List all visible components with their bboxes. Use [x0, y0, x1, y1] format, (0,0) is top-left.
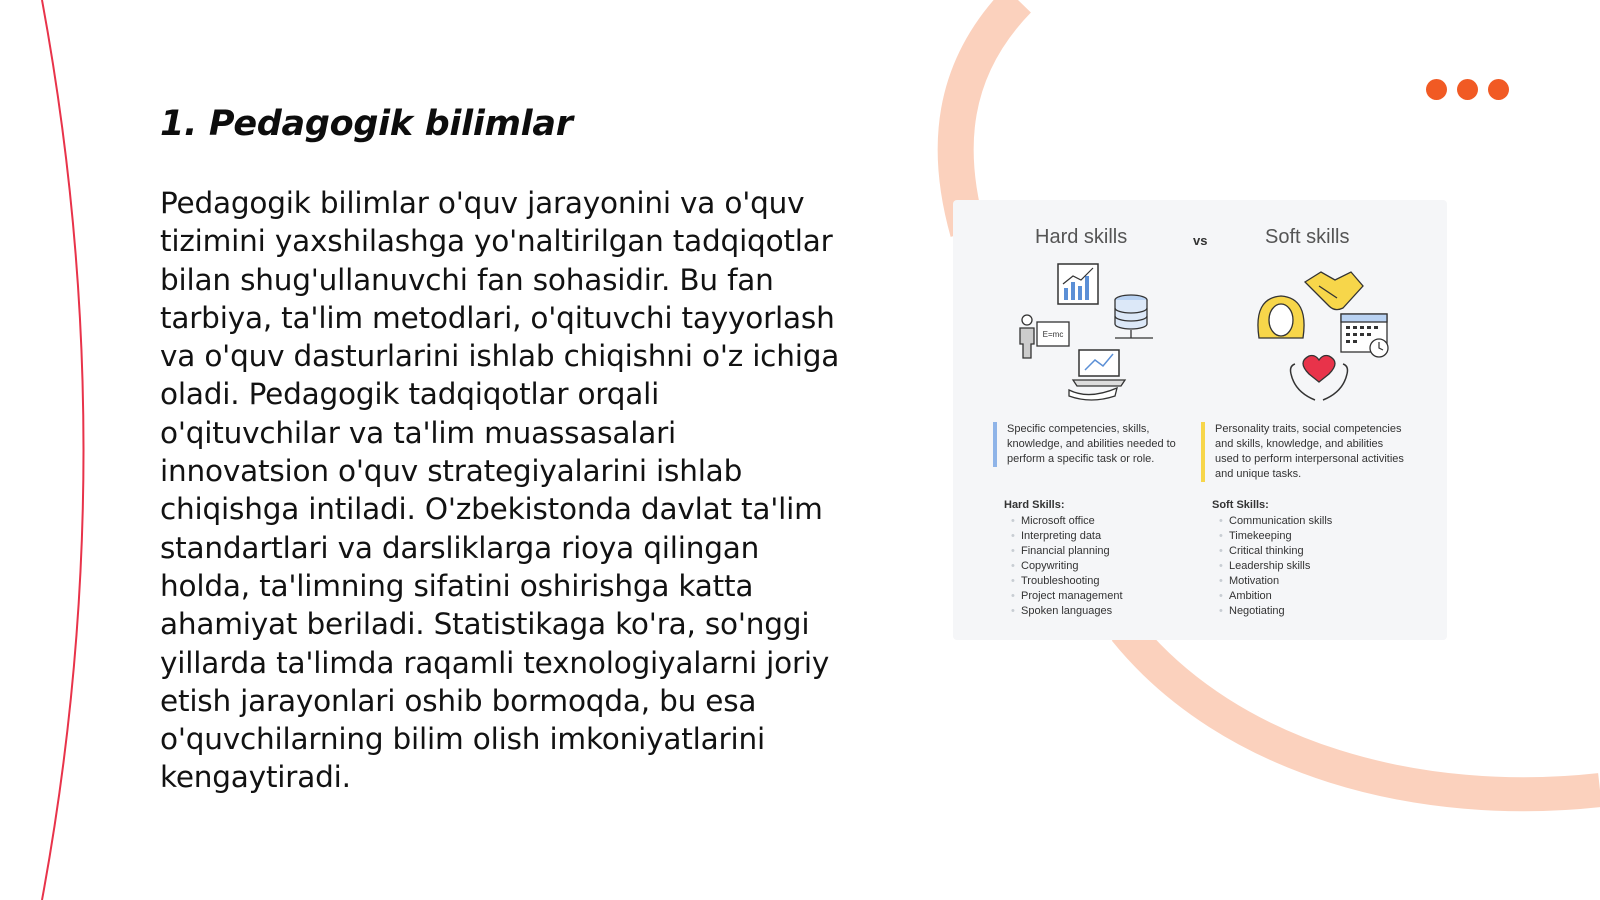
soft-skills-description: Personality traits, social competencies and skills, knowledge, and abilities used to perform interpersonal activities and unique tasks.: [1201, 422, 1406, 482]
hard-skills-illustration: [1013, 262, 1183, 407]
list-item: • Timekeeping: [1229, 529, 1422, 544]
slide-title: 1. Pedagogik bilimlar: [160, 104, 573, 144]
teacher-icon: [1020, 315, 1069, 358]
formula-text: E=mc: [1042, 330, 1064, 339]
list-item: • Microsoft office: [1021, 514, 1214, 529]
list-item: • Motivation: [1229, 574, 1422, 589]
list-item: • Spoken languages: [1021, 604, 1214, 619]
handshake-icon: [1305, 272, 1363, 310]
chart-icon: [1058, 264, 1098, 304]
list-item: • Critical thinking: [1229, 544, 1422, 559]
list-item: • Copywriting: [1021, 559, 1214, 574]
dot: [1457, 79, 1478, 100]
list-item: • Leadership skills: [1229, 559, 1422, 574]
list-item: • Negotiating: [1229, 604, 1422, 619]
soft-skills-list-title: Soft Skills:: [1212, 499, 1269, 511]
skills-infographic: [953, 200, 1447, 640]
left-red-curve: [42, 0, 84, 900]
dots-decoration: [1426, 79, 1509, 100]
soft-skills-list: [1212, 498, 1422, 619]
hard-skills-list: [1004, 498, 1214, 619]
orange-arc-lower: [1125, 630, 1600, 794]
soft-skills-illustration: [1233, 262, 1403, 407]
list-item: • Ambition: [1229, 589, 1422, 604]
dot: [1488, 79, 1509, 100]
dot: [1426, 79, 1447, 100]
calendar-clock-icon: [1341, 314, 1388, 357]
list-item: • Financial planning: [1021, 544, 1214, 559]
soft-skills-heading: Soft skills: [1265, 226, 1350, 248]
list-item: • Troubleshooting: [1021, 574, 1214, 589]
hard-skills-description: Specific competencies, skills, knowledge, and abilities needed to perform a specific task or role.: [993, 422, 1198, 467]
database-icon: [1115, 295, 1153, 338]
head-icon: [1258, 296, 1304, 338]
heart-hands-icon: [1291, 356, 1348, 401]
vs-label: vs: [1193, 233, 1208, 248]
hard-skills-list-title: Hard Skills:: [1004, 499, 1065, 511]
list-item: • Project management: [1021, 589, 1214, 604]
laptop-hand-icon: [1069, 350, 1125, 400]
hard-skills-heading: Hard skills: [1035, 226, 1128, 248]
list-item: • Interpreting data: [1021, 529, 1214, 544]
orange-arc: [956, 0, 1018, 232]
slide-body-text: Pedagogik bilimlar o'quv jarayonini va o'quv tizimini yaxshilashga yo'naltirilgan tadqiqotlar bilan shug'ullanuvchi fan sohasidir. Bu fan tarbiya, ta'lim metodlari, o'qituvchi tayyorlash va o'quv dasturlarini ishlab chiqishni o'z ichiga oladi. Pedagogik tadqiqotlar orqali o'qituvchilar va ta'lim muassasalari innovatsion o'quv strategiyalarini ishlab chiqishga intiladi. O'zbekistonda davlat ta'lim standartlari va darsliklarga rioya qilingan holda, ta'limning sifatini oshirishga katta ahamiyat beriladi. Statistikaga ko'ra, so'nggi yillarda ta'limda raqamli texnologiyalarni joriy etish jarayonlari oshib bormoqda, bu esa o'quvchilarning bilim olish imkoniyatlarini kengaytiradi.: [160, 186, 840, 795]
list-item: • Communication skills: [1229, 514, 1422, 529]
